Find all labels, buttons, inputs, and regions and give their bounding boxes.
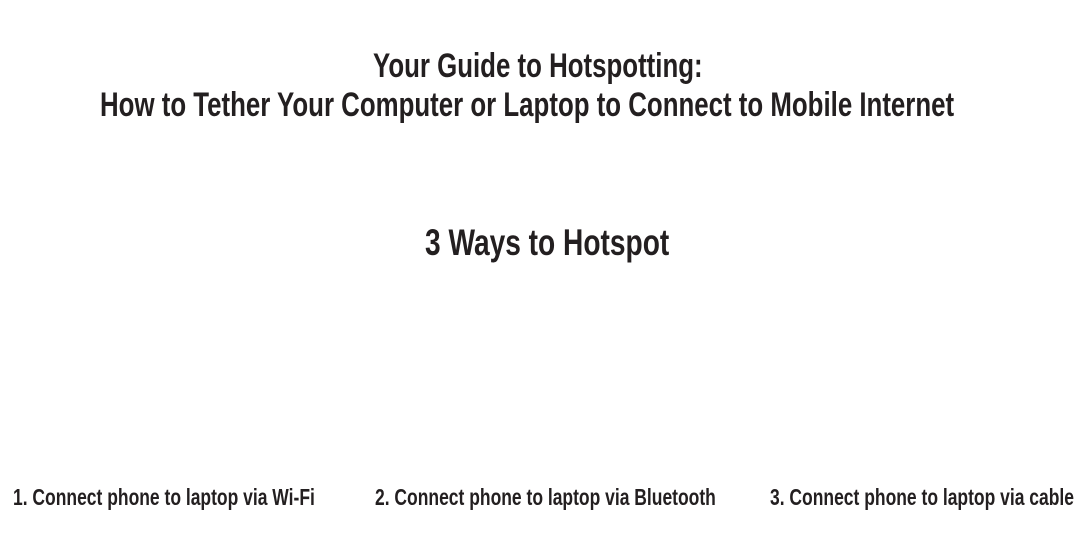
page-title-line-2: How to Tether Your Computer or Laptop to Connect to Mobile Internet: [100, 86, 955, 124]
step-caption-wifi: 1. Connect phone to laptop via Wi-Fi: [13, 484, 315, 510]
step-caption-bluetooth: 2. Connect phone to laptop via Bluetooth: [375, 484, 716, 510]
page-title-line-1: Your Guide to Hotspotting:: [373, 47, 703, 85]
step-caption-cable: 3. Connect phone to laptop via cable: [770, 484, 1074, 510]
section-heading: 3 Ways to Hotspot: [425, 222, 670, 263]
